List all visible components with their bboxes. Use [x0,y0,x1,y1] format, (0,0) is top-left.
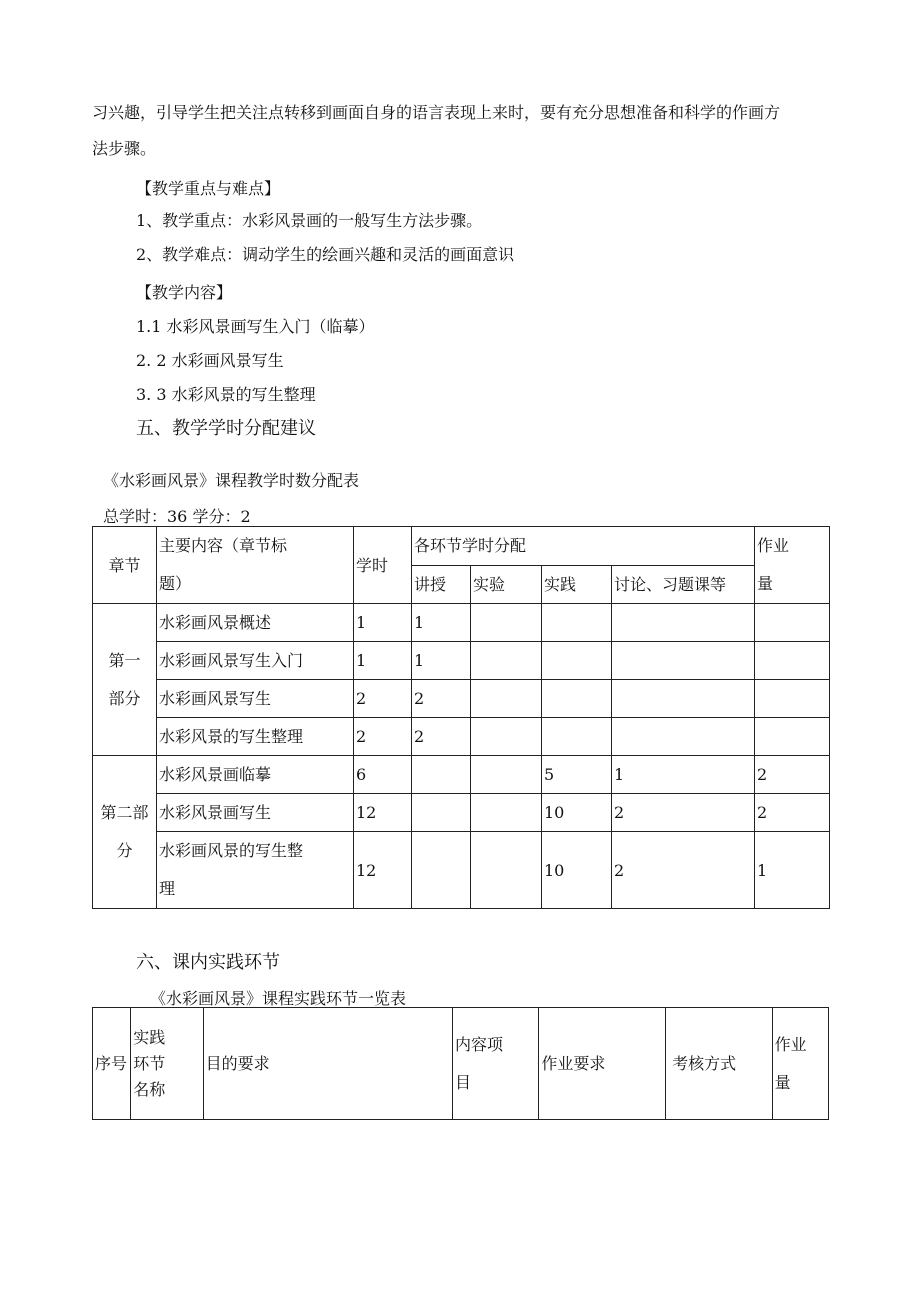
header-homework-amount: 作业 量 [772,1008,828,1120]
cell-homework [755,604,830,642]
cell-content: 水彩风景的写生整理 [157,718,354,756]
key-points-heading: 【教学重点与难点】 [136,179,281,198]
cell-discussion [612,718,755,756]
intro-line-1: 习兴趣，引导学生把关注点转移到画面自身的语言表现上来时，要有充分思想准备和科学的作画方 [92,103,781,122]
cell-content: 水彩风景画临摹 [157,756,354,794]
cell-discussion [612,604,755,642]
cell-lecture: 2 [412,718,471,756]
header-discussion: 讨论、习题课等 [612,565,755,604]
header-content-items: 内容项 目 [452,1008,538,1120]
cell-practice: 5 [542,756,612,794]
table-row [93,832,830,909]
cell-discussion: 1 [612,756,755,794]
cell-content: 水彩画风景写生 [157,680,354,718]
cell-experiment [471,642,542,680]
intro-line-2: 法步骤。 [92,139,157,158]
header-main-content: 主要内容（章节标 题） [157,527,354,604]
cell-discussion [612,680,755,718]
header-homework-req: 作业要求 [539,1008,666,1120]
section-6-title: 六、课内实践环节 [136,952,280,973]
content-item-2: 2. 2 水彩画风景写生 [136,351,284,370]
cell-homework [755,718,830,756]
cell-content: 水彩画风景概述 [157,604,354,642]
cell-experiment [471,794,542,832]
cell-practice: 10 [542,794,612,832]
cell-content: 水彩画风景写生入门 [157,642,354,680]
cell-practice [542,604,612,642]
cell-experiment [471,604,542,642]
cell-hours: 2 [354,680,412,718]
content-heading: 【教学内容】 [136,283,233,302]
cell-content: 水彩画风景的写生整 理 [157,832,354,909]
cell-hours: 12 [354,794,412,832]
cell-homework: 2 [755,794,830,832]
header-practice: 实践 [542,565,612,604]
header-allocation: 各环节学时分配 [412,527,755,566]
cell-lecture [412,794,471,832]
key-point-1: 1、教学重点：水彩风景画的一般写生方法步骤。 [136,211,483,230]
key-point-2: 2、教学难点：调动学生的绘画兴趣和灵活的画面意识 [136,245,515,264]
cell-hours: 2 [354,718,412,756]
header-lecture: 讲授 [412,565,471,604]
cell-experiment [471,680,542,718]
cell-homework [755,680,830,718]
cell-hours: 6 [354,756,412,794]
hours-table-title: 《水彩画风景》课程教学时数分配表 [103,471,360,490]
table-row [93,756,830,794]
cell-hours: 12 [354,832,412,909]
header-practice-name: 实践 环节 名称 [131,1008,203,1120]
table-row [93,794,830,832]
cell-experiment [471,756,542,794]
content-item-1: 1.1 水彩风景画写生入门（临摹） [136,317,375,336]
cell-hours: 1 [354,642,412,680]
cell-discussion: 2 [612,794,755,832]
cell-practice: 10 [542,832,612,909]
cell-practice [542,680,612,718]
cell-practice [542,642,612,680]
header-experiment: 实验 [471,565,542,604]
cell-discussion [612,642,755,680]
section-5-title: 五、教学学时分配建议 [136,418,316,439]
table-row [93,680,830,718]
table-row [93,718,830,756]
cell-lecture [412,832,471,909]
header-seq: 序号 [93,1008,131,1120]
cell-homework [755,642,830,680]
header-hours: 学时 [354,527,412,604]
hours-totals: 总学时：36 学分：2 [103,507,251,526]
table-header-row [93,527,830,566]
cell-experiment [471,718,542,756]
practice-table [92,1007,829,1120]
part-2-label: 第二部 分 [93,756,157,909]
cell-lecture [412,756,471,794]
cell-homework: 1 [755,832,830,909]
header-assessment: 考核方式 [666,1008,773,1120]
cell-lecture: 1 [412,604,471,642]
cell-experiment [471,832,542,909]
header-homework: 作业 量 [755,527,830,604]
hours-allocation-table [92,526,830,909]
cell-lecture: 1 [412,642,471,680]
header-chapter: 章节 [93,527,157,604]
practice-table-title: 《水彩画风景》课程实践环节一览表 [150,989,407,1008]
header-purpose: 目的要求 [203,1008,452,1120]
cell-hours: 1 [354,604,412,642]
cell-discussion: 2 [612,832,755,909]
content-item-3: 3. 3 水彩风景的写生整理 [136,385,316,404]
cell-practice [542,718,612,756]
table-row [93,642,830,680]
cell-content: 水彩风景画写生 [157,794,354,832]
table-header-row [93,1008,829,1120]
cell-lecture: 2 [412,680,471,718]
cell-homework: 2 [755,756,830,794]
table-row [93,604,830,642]
part-1-label: 第一 部分 [93,604,157,756]
